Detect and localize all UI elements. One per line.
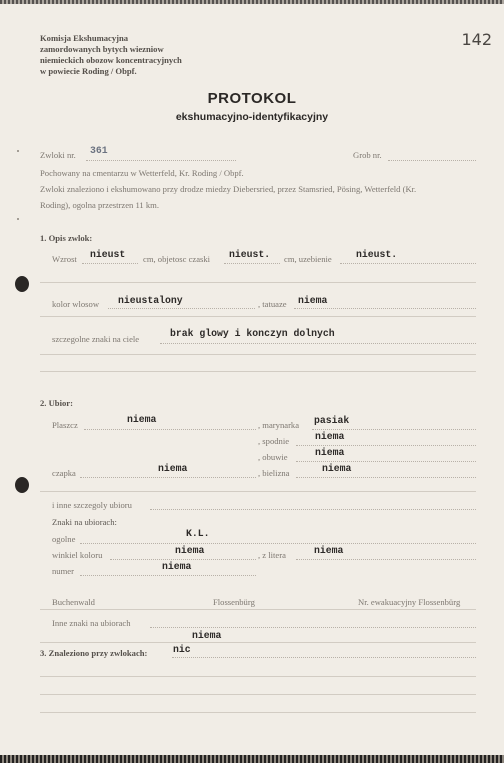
winkiel-label: winkiel koloru — [52, 550, 103, 560]
org-line: zamordowanych bytych wiezniow — [40, 44, 164, 54]
document-subtitle: ekshumacyjno-identyfikacyjny — [175, 111, 329, 123]
winkiel-value: niema — [175, 545, 205, 556]
blank-line — [40, 694, 476, 695]
litera-line — [296, 559, 476, 560]
tatuaze-line — [294, 308, 476, 309]
zwloki-line — [86, 160, 236, 161]
ogolne-label: ogolne — [52, 534, 76, 544]
tatuaze-value: niema — [298, 295, 328, 306]
wzrost-value: nieust — [90, 249, 126, 260]
ogolne-value: K.L. — [186, 528, 210, 539]
uzebienie-line — [340, 263, 476, 264]
paper-speck — [17, 218, 19, 220]
numer-line — [80, 575, 256, 576]
paper-speck — [17, 150, 19, 152]
evacuation-number-label: Nr. ewakuacyjny Flossenbürg — [358, 597, 461, 607]
spodnie-line — [296, 445, 476, 446]
blank-line — [40, 609, 476, 610]
czaska-value: nieust. — [229, 249, 271, 260]
wzrost-line — [82, 263, 138, 264]
czaska-line — [224, 263, 280, 264]
uzebienie-value: nieust. — [356, 249, 398, 260]
cm-czaska-label: cm, objetosc czaski — [143, 254, 211, 264]
wzrost-label: Wzrost — [52, 254, 77, 264]
kolor-line — [108, 308, 255, 309]
punch-hole-top — [15, 276, 29, 292]
section-1-heading: 1. Opis zwlok: — [40, 233, 93, 243]
blank-line — [40, 316, 476, 317]
znaki-label: szczegolne znaki na ciele — [52, 334, 140, 344]
flossenburg-label: Flossenbürg — [213, 597, 255, 607]
plaszcz-value: niema — [127, 414, 157, 425]
grob-label: Grob nr. — [353, 150, 382, 160]
spodnie-label: , spodnie — [258, 436, 290, 446]
plaszcz-line — [84, 429, 256, 430]
section-3-line — [172, 657, 476, 658]
tatuaze-label: , tatuaze — [258, 299, 287, 309]
numer-value: niema — [162, 561, 192, 572]
blank-line — [40, 712, 476, 713]
winkiel-line — [110, 559, 256, 560]
blank-line — [40, 491, 476, 492]
litera-value: niema — [314, 545, 344, 556]
page-number: 142 — [461, 30, 492, 49]
plaszcz-label: Plaszcz — [52, 420, 78, 430]
obuwie-line — [296, 461, 476, 462]
marynarka-label: , marynarka — [258, 420, 300, 430]
burial-line-2: Zwloki znaleziono i ekshumowano przy drodze miedzy Diebersried, przez Stamsried, Pösing, Wetterfeld (Kr. — [40, 184, 417, 194]
obuwie-value: niema — [315, 447, 345, 458]
section-2-heading: 2. Ubior: — [40, 398, 73, 408]
marynarka-value: pasiak — [314, 415, 350, 426]
blank-line — [40, 676, 476, 677]
scan-edge-top — [0, 0, 504, 4]
numer-label: numer — [52, 566, 74, 576]
marynarka-line — [312, 429, 476, 430]
scan-edge-bottom — [0, 755, 504, 763]
section-3-heading: 3. Znaleziono przy zwlokach: — [40, 648, 148, 658]
inne-szczegoly-label: i inne szczegoly ubioru — [52, 500, 132, 510]
blank-line — [40, 371, 476, 372]
section-3-value: nic — [173, 644, 191, 655]
org-line: niemieckich obozow koncentracyjnych — [40, 55, 182, 65]
grob-line — [388, 160, 476, 161]
ogolne-line — [80, 543, 476, 544]
bielizna-value: niema — [322, 463, 352, 474]
buchenwald-label: Buchenwald — [52, 597, 95, 607]
kolor-label: kolor wlosow — [52, 299, 100, 309]
zwloki-value: 361 — [90, 145, 108, 156]
blank-line — [40, 282, 476, 283]
inne-szczegoly-line — [150, 509, 476, 510]
zwloki-label: Zwloki nr. — [40, 150, 76, 160]
inne-znaki-line — [150, 627, 476, 628]
bielizna-line — [296, 477, 476, 478]
burial-line-3: Roding), ogolna przestrzen 11 km. — [40, 200, 160, 210]
kolor-value: nieustalony — [118, 295, 183, 306]
inne-znaki-value: niema — [192, 630, 222, 641]
bielizna-label: , bielizna — [258, 468, 290, 478]
litera-label: , z litera — [258, 550, 286, 560]
inne-znaki-label: Inne znaki na ubiorach — [52, 618, 131, 628]
issuing-organization — [40, 33, 182, 77]
blank-line — [40, 642, 476, 643]
czapka-label: czapka — [52, 468, 76, 478]
spodnie-value: niema — [315, 431, 345, 442]
czapka-value: niema — [158, 463, 188, 474]
document-title: PROTOKOL — [207, 90, 297, 107]
punch-hole-bottom — [15, 477, 29, 493]
obuwie-label: , obuwie — [258, 452, 288, 462]
czapka-line — [80, 477, 256, 478]
znaki-line — [160, 343, 476, 344]
burial-line-1: Pochowany na cmentarzu w Wetterfeld, Kr. Roding / Obpf. — [40, 168, 244, 178]
uzebienie-label: cm, uzebienie — [284, 254, 332, 264]
org-line: Komisja Ekshumacyjna — [40, 33, 129, 43]
znaki-ubior-label: Znaki na ubiorach: — [52, 517, 117, 527]
blank-line — [40, 354, 476, 355]
znaki-value: brak glowy i konczyn dolnych — [170, 328, 335, 339]
org-line: w powiecie Roding / Obpf. — [40, 66, 137, 76]
